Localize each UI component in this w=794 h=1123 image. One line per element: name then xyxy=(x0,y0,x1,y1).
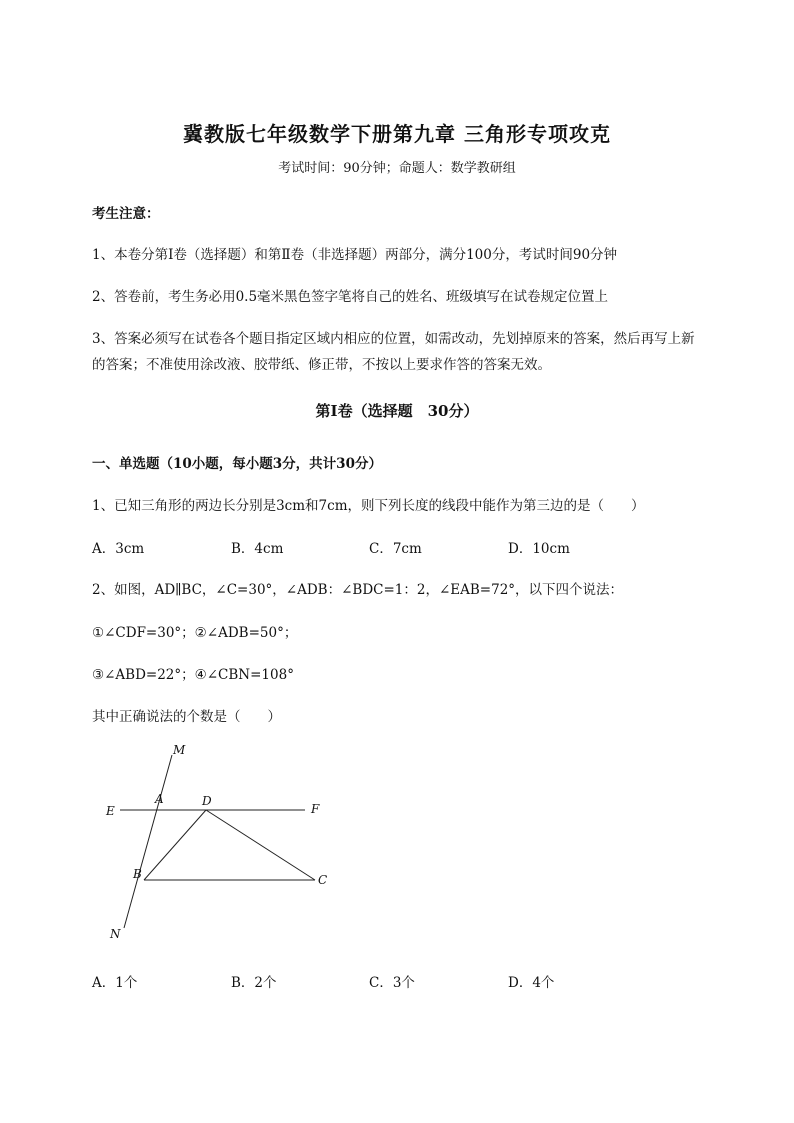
q2-ask: 其中正确说法的个数是（ ） xyxy=(92,709,281,725)
line-mn xyxy=(124,755,172,928)
notice-item-3-cont: 的答案；不准使用涂改液、胶带纸、修正带，不按以上要求作答的答案无效。 xyxy=(92,357,551,373)
notice-item-1: 1、本卷分第I卷（选择题）和第Ⅱ卷（非选择题）两部分，满分100分，考试时间90分钟 xyxy=(92,247,618,263)
section-title: 第I卷（选择题 30分） xyxy=(315,402,479,420)
q2-claims-1: ①∠CDF=30°；②∠ADB=50°； xyxy=(92,625,298,641)
q2-stem: 2、如图，AD∥BC，∠C=30°，∠ADB：∠BDC=1：2，∠EAB=72°，以下四个说法： xyxy=(92,582,624,598)
q2-option-d: D．4个 xyxy=(508,975,555,991)
notice-heading: 考生注意： xyxy=(92,206,160,222)
label-e: E xyxy=(106,804,115,818)
q1-option-d: D．10cm xyxy=(508,541,570,557)
segment-dc xyxy=(206,810,315,880)
label-m: M xyxy=(173,743,186,757)
notice-item-2: 2、答卷前，考生务必用0.5毫米黑色签字笔将自己的姓名、班级填写在试卷规定位置上 xyxy=(92,289,609,305)
q2-option-c: C．3个 xyxy=(369,975,415,991)
q1-option-a: A．3cm xyxy=(92,541,145,557)
exam-title: 冀教版七年级数学下册第九章 三角形专项攻克 xyxy=(183,122,611,146)
label-c: C xyxy=(318,873,328,887)
label-n: N xyxy=(110,927,121,941)
notice-item-3: 3、答案必须写在试卷各个题目指定区域内相应的位置，如需改动，先划掉原来的答案，然后再写上新 xyxy=(92,331,695,347)
segment-bd xyxy=(144,810,206,880)
q2-claims-2: ③∠ABD=22°；④∠CBN=108° xyxy=(92,667,294,683)
label-b: B xyxy=(133,867,142,881)
label-f: F xyxy=(311,802,320,816)
q1-stem: 1、已知三角形的两边长分别是3cm和7cm，则下列长度的线段中能作为第三边的是（ ） xyxy=(92,498,645,514)
q1-option-c: C．7cm xyxy=(369,541,422,557)
q1-option-b: B．4cm xyxy=(231,541,284,557)
label-a: A xyxy=(155,792,164,806)
label-d: D xyxy=(202,794,212,808)
exam-subtitle: 考试时间：90分钟；命题人：数学教研组 xyxy=(278,161,516,176)
q2-option-a: A．1个 xyxy=(92,975,138,991)
q2-option-b: B．2个 xyxy=(231,975,277,991)
part-one-heading: 一、单选题（10小题，每小题3分，共计30分） xyxy=(92,456,382,472)
